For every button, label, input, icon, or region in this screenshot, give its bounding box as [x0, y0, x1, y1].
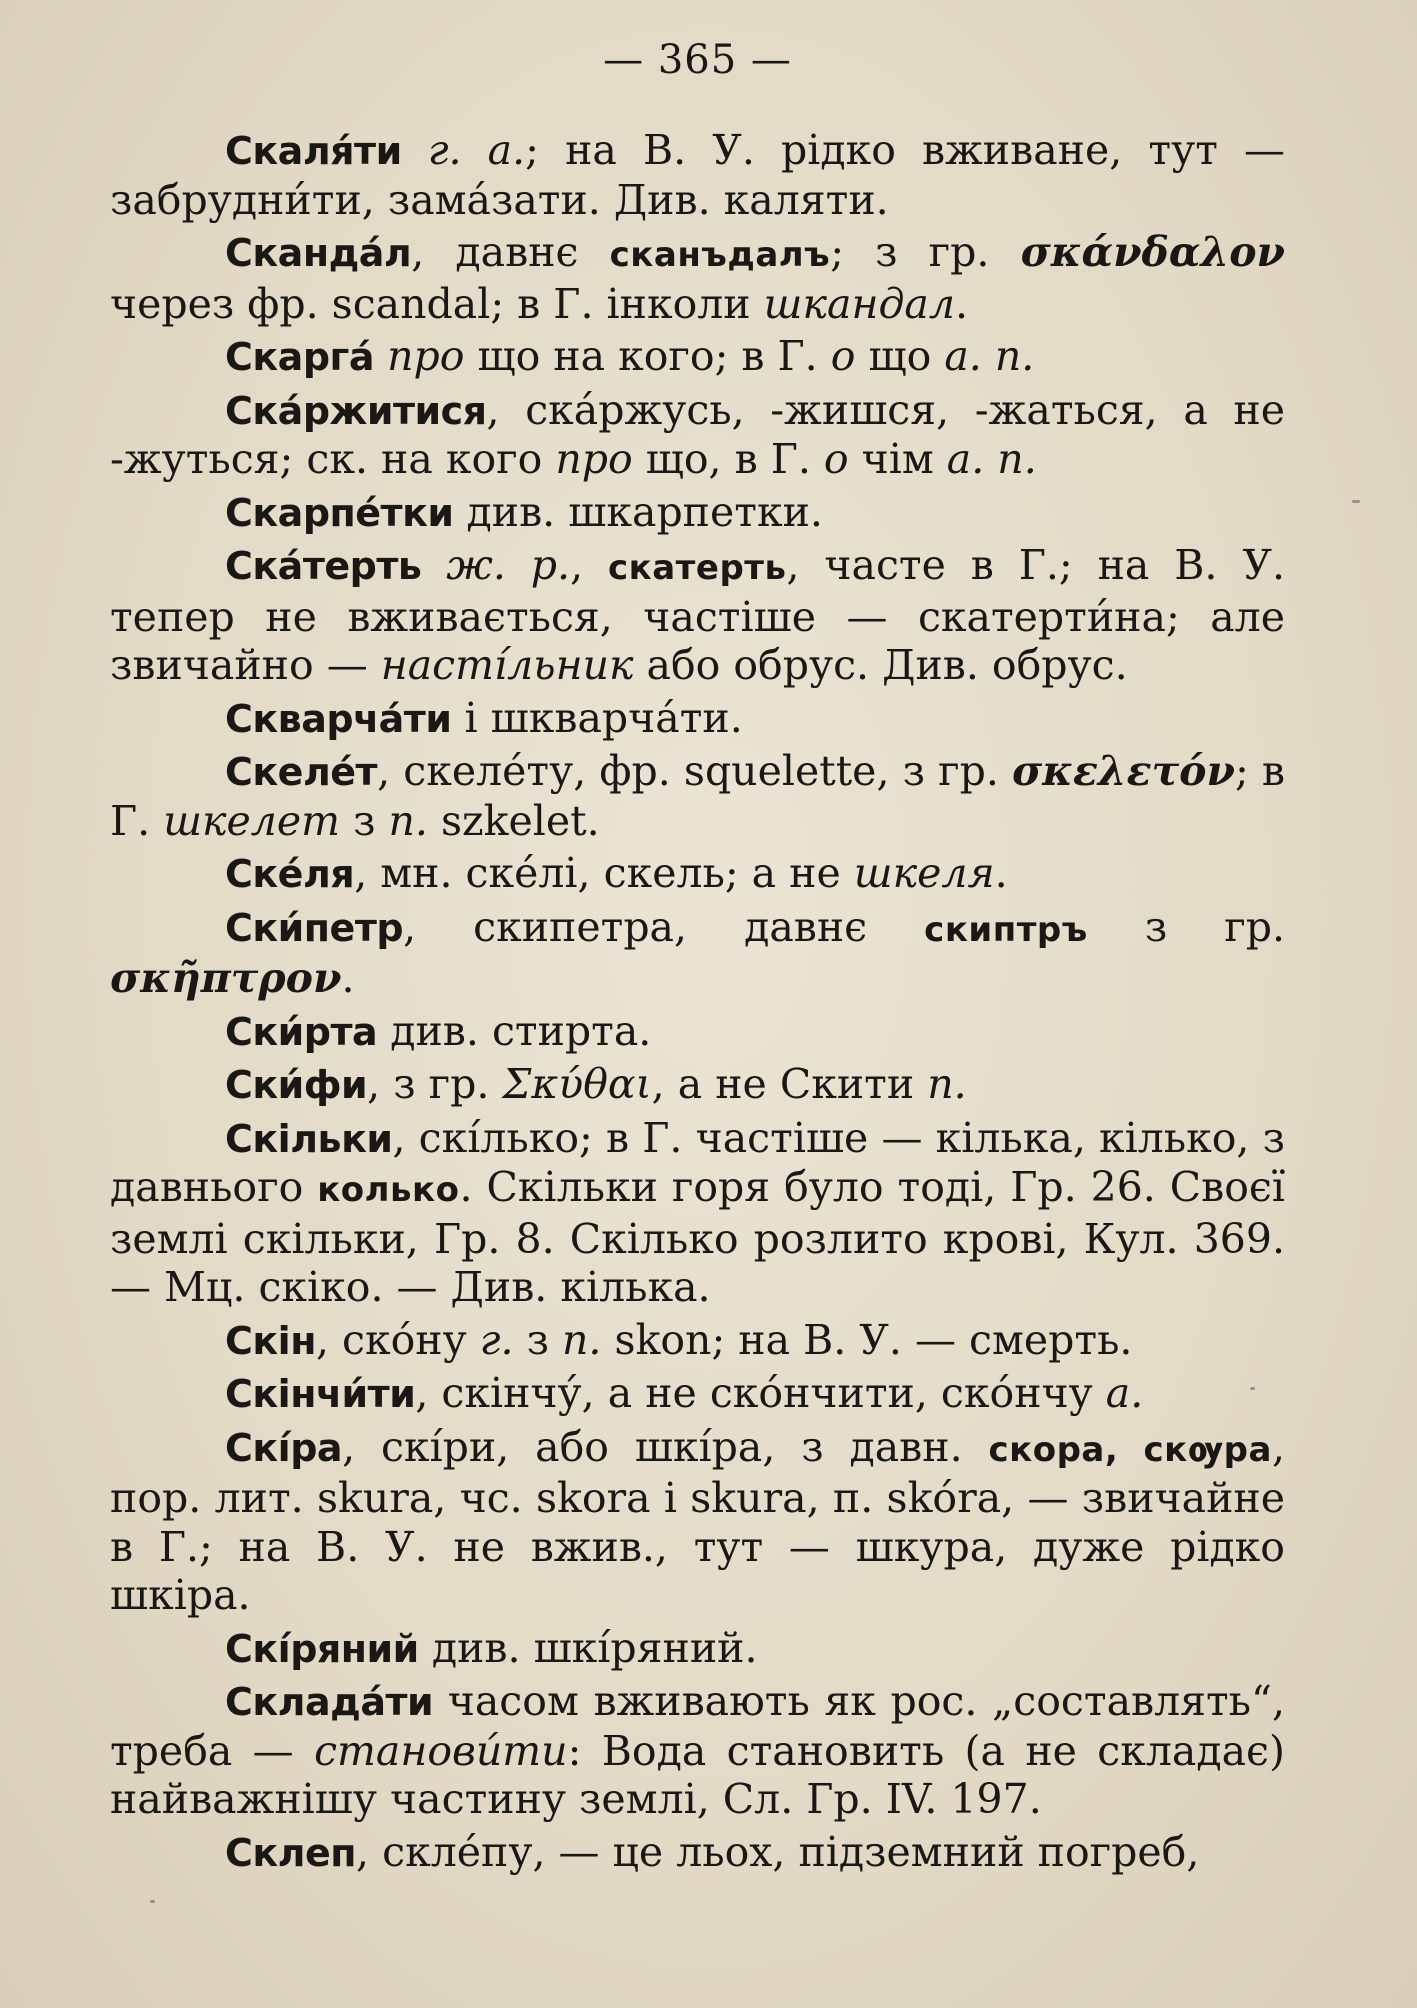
dictionary-entry — [110, 228, 1285, 328]
entry-text: часом вживають як рос. „составлять“, треба — — [110, 1677, 1285, 1775]
entry-text: з — [513, 1315, 562, 1364]
entry-text: skon; на В. У. — смерть. — [601, 1315, 1133, 1364]
entry-headword: Склеп — [225, 1830, 357, 1875]
dictionary-entry — [110, 541, 1285, 690]
entry-text: , скле́пу, — це льох, підземний погреб, — [356, 1827, 1200, 1876]
italic-text: насті́льник — [380, 641, 634, 689]
entry-text: , скипетра, давнє — [403, 902, 925, 951]
old-script-text: сканъдалъ — [609, 235, 831, 275]
dictionary-entry — [110, 1369, 1285, 1419]
entry-headword: Сканда́л — [225, 231, 412, 275]
entry-headword: Ске́ля — [225, 852, 355, 896]
dictionary-entry — [110, 1677, 1285, 1824]
dictionary-entry — [110, 747, 1285, 845]
entry-text — [421, 541, 446, 589]
italic-text: а. — [1105, 1369, 1144, 1417]
entry-headword: Ска́ржитися — [225, 388, 487, 433]
entry-text: , ско́ну — [315, 1315, 480, 1364]
entry-headword: Скільки — [225, 1116, 393, 1161]
italic-text: Σκύθαι — [502, 1060, 652, 1108]
entry-text: що на кого; в Г. — [464, 332, 831, 380]
dictionary-entry — [110, 1007, 1285, 1057]
old-script-text: скатерть — [608, 548, 787, 588]
entry-text: з — [340, 796, 389, 845]
entry-text: і шкварча́ти. — [451, 693, 743, 742]
dictionary-entry — [110, 694, 1285, 744]
italic-text: про — [555, 435, 633, 483]
entry-text: , скінчу́, а не ско́нчити, ско́нчу — [415, 1369, 1106, 1417]
entry-headword: Скінчи́ти — [225, 1372, 416, 1416]
entry-text: , ска́ржусь, -жишся, -жаться, а не -жуться; ск. на кого — [110, 385, 1285, 483]
italic-text: а. п. — [944, 332, 1035, 380]
italic-text: шкелет — [163, 796, 341, 845]
entry-text: , скі́лько; в Г. частіше — кілька, кілько, з давнього — [110, 1113, 1285, 1211]
entry-text: або обрус. Див. обрус. — [633, 641, 1128, 689]
italic-text: шкеля — [853, 849, 995, 897]
italic-text: ж. р. — [446, 541, 571, 589]
entry-text: з гр. — [1087, 902, 1285, 951]
entry-headword: Скін — [225, 1318, 316, 1363]
entry-text: див. шкі́ряний. — [418, 1623, 758, 1672]
entry-text: що, в Г. — [632, 435, 824, 483]
greek-text: σκελετόν — [1012, 747, 1235, 795]
entry-headword: Ска́терть — [225, 544, 422, 588]
dictionary-page — [110, 30, 1285, 1881]
entry-text: . Скільки горя було тоді, Гр. 26. Своєї землі скільки, Гр. 8. Скілько розлито крові, Кул. 369. — Мц. скіко. — Див. кілька. — [110, 1163, 1285, 1311]
dictionary-entry — [110, 1316, 1285, 1366]
page-number: — 365 — — [603, 37, 792, 83]
italic-text: п. — [562, 1315, 602, 1364]
entry-headword: Скі́ряний — [225, 1626, 419, 1671]
dictionary-entry — [110, 1423, 1285, 1620]
entry-text: , мн. ске́лі, скель; а не — [354, 849, 854, 897]
entry-text: див. шкарпетки. — [453, 487, 823, 536]
entry-text: ; в Г. — [110, 747, 1285, 845]
entry-text: . — [954, 279, 969, 328]
paper-speck — [1250, 1387, 1255, 1390]
greek-text: σκῆπτρον — [110, 954, 342, 1002]
entry-headword: Склада́ти — [225, 1680, 434, 1724]
entry-list — [110, 126, 1285, 1877]
italic-text: г. а. — [427, 126, 526, 174]
dictionary-entry — [110, 332, 1285, 382]
paper-speck — [1352, 500, 1360, 503]
entry-text: ; на В. У. рідко вживане, тут — забрудни́ти, зама́зати. Див. каляти. — [110, 126, 1285, 224]
entry-text: . — [341, 954, 355, 1002]
entry-text: , — [570, 541, 608, 589]
entry-text: , часте в Г.; на В. У. тепер не вживається, частіше — скатерти́на; але звичайно — — [110, 541, 1285, 689]
entry-text: чім — [848, 435, 947, 483]
entry-headword: Скварча́ти — [225, 696, 452, 741]
dictionary-entry — [110, 386, 1285, 484]
paper-speck — [150, 1900, 155, 1903]
entry-text: , з гр. — [367, 1060, 503, 1108]
italic-text: п. — [388, 796, 428, 845]
dictionary-entry — [110, 849, 1285, 899]
entry-text: через фр. scandal; в Г. інколи — [110, 279, 764, 328]
entry-headword: Скаля́ти — [225, 129, 402, 173]
italic-text: г. — [479, 1315, 514, 1364]
entry-text — [402, 126, 428, 174]
dictionary-entry — [110, 1114, 1285, 1312]
entry-text: ; з гр. — [830, 228, 1021, 276]
entry-text: , скеле́ту, фр. squelette, з гр. — [377, 747, 1013, 795]
entry-headword: Ски́рта — [225, 1009, 378, 1054]
entry-text — [374, 332, 387, 380]
old-script-text: скора, скѹра — [988, 1429, 1272, 1470]
old-script-text: колько — [317, 1170, 460, 1210]
entry-headword: Скарпе́тки — [225, 490, 454, 535]
italic-text: про — [387, 332, 465, 380]
entry-text: , а не Скити — [651, 1060, 928, 1108]
entry-text: . — [994, 849, 1008, 897]
dictionary-entry — [110, 126, 1285, 224]
italic-text: а. п. — [946, 435, 1037, 483]
entry-text: , пор. лит. skura, чс. skora i skura, п. skóra, — звичайне в Г.; на В. У. не вжив., тут — шкура, дуже рідко шкіра. — [110, 1422, 1285, 1619]
entry-headword: Ски́петр — [225, 905, 404, 950]
entry-text: , скі́ри, або шкі́ра, з давн. — [342, 1422, 989, 1471]
entry-headword: Скі́ра — [225, 1425, 343, 1470]
italic-text: п. — [927, 1060, 967, 1108]
entry-text: : Вода становить (а не складає) найважнішу частину землі, Сл. Гр. IV. 197. — [110, 1726, 1286, 1823]
italic-text: о — [823, 435, 849, 483]
dictionary-entry — [110, 1060, 1285, 1110]
italic-text: станови́ти — [314, 1726, 568, 1775]
entry-headword: Скарга́ — [225, 335, 375, 379]
italic-text: о — [830, 332, 856, 380]
entry-text: що — [855, 332, 945, 380]
dictionary-entry — [110, 903, 1285, 1003]
dictionary-entry — [110, 1828, 1285, 1878]
entry-headword: Ски́фи — [225, 1063, 368, 1107]
old-script-text: скиптръ — [924, 909, 1088, 950]
dictionary-entry — [110, 1624, 1285, 1674]
italic-text: шкандал — [763, 279, 955, 328]
entry-headword: Скеле́т — [225, 750, 378, 794]
entry-text: див. стирта. — [377, 1006, 652, 1055]
dictionary-entry — [110, 488, 1285, 538]
entry-text: , давнє — [411, 228, 610, 276]
greek-text: σκάνδαλον — [1020, 228, 1285, 276]
entry-text: szkelet. — [427, 796, 600, 845]
